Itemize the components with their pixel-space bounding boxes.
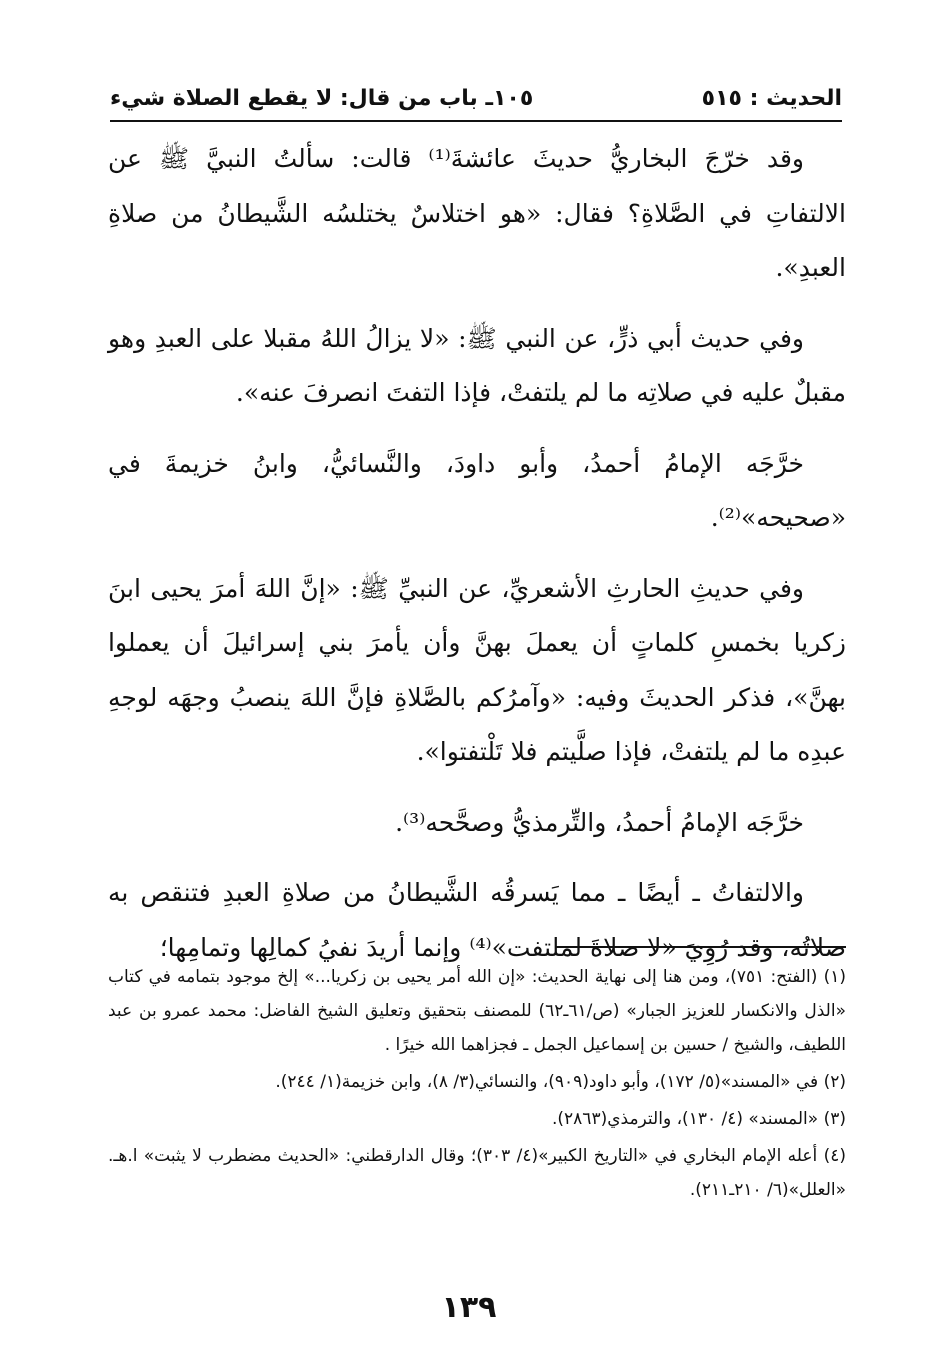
hadith-number: الحديث : ٥١٥ bbox=[701, 85, 842, 111]
footnote: (٣) «المسند» (٤/ ١٣٠)، والترمذي(٢٨٦٣). bbox=[552, 1109, 846, 1129]
page-number: ١٣٩ bbox=[441, 1290, 497, 1325]
running-header bbox=[110, 78, 842, 118]
footnote: (١) (الفتح: ٧٥١)، ومن هنا إلى نهاية الحديث: «إن الله أمر يحيى بن زكريا...» إلخ موجود بتمامه في كتاب «الذل والانكسار للعزيز الجبار» (ص/٦١ـ٦٢) للمصنف بتحقيق وتعليق الشيخ الفاضل: محمد عمرو بن عبد اللطيف، والشيخ / حسين بن إسماعيل الجمل ـ فجزاهما الله خيرًا . bbox=[108, 967, 846, 1055]
paragraph: وفي حديثِ الحارثِ الأشعريِّ، عن النبيِّ ﷺ: «إنَّ اللهَ أمرَ يحيى ابنَ زكريا بخمسِ كلماتٍ أن يعملَ بهنَّ وأن يأمرَ بني إسرائيلَ أن يعملوا بهنَّ»، فذكر الحديثَ وفيه: «وآمرُكم بالصَّلاةِ فإنَّ اللهَ ينصبُ وجهَه لوجهِ عبدِه ما لم يلتفتْ، فإذا صلَّيتم فلا تَلْتفتوا». bbox=[108, 573, 846, 766]
footnote-rule bbox=[556, 946, 846, 948]
chapter-title: ١٠٥ـ باب من قال: لا يقطع الصلاة شيء bbox=[110, 85, 534, 111]
footnote: (٢) في «المسند»(٥/ ١٧٢)، وأبو داود(٩٠٩)، والنسائي(٣/ ٨)، وابن خزيمة(١/ ٢٤٤). bbox=[275, 1072, 846, 1092]
paragraph: والالتفاتُ ـ أيضًا ـ مما يَسرقُه الشَّيطانُ من صلاةِ العبدِ فتنقص به صلاتُه، وقد رُوِيَ «لا صلاةَ لملتفت»⁽⁴⁾ وإنما أريدَ نفيُ كمالِها وتمامِها؛ bbox=[108, 878, 846, 962]
footnote: (٤) أعله الإمام البخاري في «التاريخ الكبير»(٤/ ٣٠٣)؛ وقال الدارقطني: «الحديث مضطرب لا يثبت» ا.هـ. «العلل»(٦/ ٢١٠ـ٢١١). bbox=[108, 1146, 846, 1200]
main-text bbox=[108, 132, 846, 975]
paragraph: وفي حديث أبي ذرٍّ، عن النبي ﷺ: «لا يزالُ اللهُ مقبلا على العبدِ وهو مقبلٌ عليه في صلاتِه ما لم يلتفتْ، فإذا التفتَ انصرفَ عنه». bbox=[108, 323, 846, 407]
header-rule bbox=[110, 120, 842, 122]
paragraph: خرَّجَه الإمامُ أحمدُ، وأبو داودَ، والنَّسائيُّ، وابنُ خزيمةَ في «صحيحه»⁽²⁾. bbox=[108, 448, 846, 532]
footnotes bbox=[108, 960, 846, 1207]
paragraph: خرَّجَه الإمامُ أحمدُ، والتِّرمذيُّ وصحَّحه⁽³⁾. bbox=[395, 807, 804, 837]
paragraph: وقد خرّجَ البخاريُّ حديثَ عائشةَ⁽¹⁾ قالت: سألتُ النبيَّ ﷺ عن الالتفاتِ في الصَّلاةِ؟ فقال: «هو اختلاسٌ يختلسُه الشَّيطانُ من صلاةِ العبدِ». bbox=[108, 144, 846, 282]
